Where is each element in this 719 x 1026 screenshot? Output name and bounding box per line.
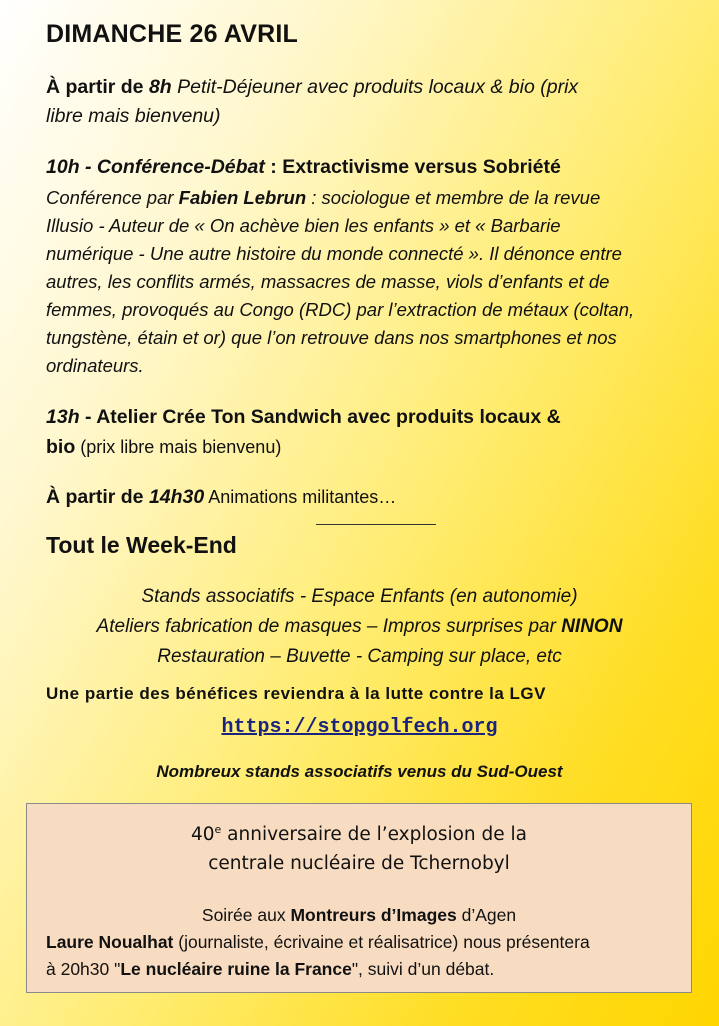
separator-line: [316, 524, 436, 525]
box-guest: Laure Noualhat: [46, 932, 174, 952]
box-title-rest: anniversaire de l’explosion de la: [221, 824, 528, 846]
animations-text: Animations militantes…: [204, 487, 397, 507]
breakfast-text: Petit-Déjeuner avec produits locaux & bio (prix: [171, 76, 579, 98]
animations-time: 14h30: [148, 486, 205, 508]
stands-line-3: Restauration – Buvette - Camping sur place, etc: [157, 646, 562, 667]
breakfast-line: [46, 74, 696, 101]
sandwich-line-2: [46, 434, 696, 461]
conference-line-2: Illusio - Auteur de « On achève bien les enfants » et « Barbarie: [46, 215, 561, 236]
box-title-number: 40: [190, 824, 215, 846]
conference-line-6: tungstène, étain et or) que l’on retrouve dans nos smartphones et nos: [46, 327, 617, 348]
conference-subject: Extractivisme versus Sobriété: [282, 156, 561, 178]
box-soiree-b: d’Agen: [456, 905, 517, 925]
box-soiree: [26, 902, 692, 929]
stands-sud-ouest: Nombreux stands associatifs venus du Sud-Ouest: [156, 762, 563, 781]
stands-line-1: Stands associatifs - Espace Enfants (en autonomie): [141, 586, 578, 607]
breakfast-time: 8h: [148, 76, 172, 98]
box-film-b: ", suivi d’un débat.: [351, 959, 495, 979]
benefits-text: Une partie des bénéfices reviendra à la lutte contre la LGV: [46, 684, 546, 703]
ninon-name: NINON: [561, 616, 623, 637]
website-link[interactable]: https://stopgolfech.org: [221, 716, 498, 739]
box-film-title: Le nucléaire ruine la France: [120, 959, 352, 979]
sandwich-title: - Atelier Crée Ton Sandwich avec produits locaux &: [79, 406, 561, 428]
conference-colon: :: [264, 156, 283, 178]
box-film-line: [46, 956, 686, 983]
website-link-wrap: [0, 716, 719, 739]
box-title-line-2: centrale nucléaire de Tchernobyl: [208, 853, 510, 874]
conference-by: Conférence par: [46, 187, 179, 208]
animations-line: [46, 484, 696, 511]
conference-line-3: numérique - Une autre histoire du monde connecté ». Il dénonce entre: [46, 243, 622, 264]
box-guest-line: [46, 929, 686, 956]
box-title-sup: e: [214, 823, 222, 836]
box-guest-desc: (journaliste, écrivaine et réalisatrice) nous présentera: [173, 932, 590, 952]
page-title: DIMANCHE 26 AVRIL: [46, 20, 299, 48]
sandwich-title-2: bio: [46, 436, 76, 458]
conference-speaker-desc: : sociologue et membre de la revue: [306, 187, 601, 208]
conference-heading: [46, 154, 696, 181]
conference-line-7: ordinateurs.: [46, 355, 144, 376]
animations-prefix: À partir de: [46, 486, 149, 508]
stands-line-2: [0, 612, 719, 642]
box-film-a: à 20h30 ": [46, 959, 121, 979]
box-soiree-a: Soirée aux: [201, 905, 291, 925]
sandwich-note: (prix libre mais bienvenu): [75, 437, 282, 457]
conference-line-4: autres, les conflits armés, massacres de masse, viols d’enfants et de: [46, 271, 610, 292]
conference-line-5: femmes, provoqués au Congo (RDC) par l’extraction de métaux (coltan,: [46, 299, 635, 320]
conference-time-title: 10h - Conférence-Débat: [46, 156, 265, 178]
stands-line-2-text: Ateliers fabrication de masques – Impros surprises par: [96, 616, 562, 637]
sandwich-time: 13h: [46, 406, 80, 428]
breakfast-text-2: libre mais bienvenu): [46, 105, 221, 127]
box-soiree-place: Montreurs d’Images: [290, 905, 457, 925]
sandwich-line: [46, 404, 696, 431]
conference-speaker: Fabien Lebrun: [178, 187, 307, 208]
breakfast-prefix: À partir de: [46, 76, 149, 98]
conference-line-1: [46, 184, 706, 211]
weekend-heading: Tout le Week-End: [46, 532, 237, 558]
